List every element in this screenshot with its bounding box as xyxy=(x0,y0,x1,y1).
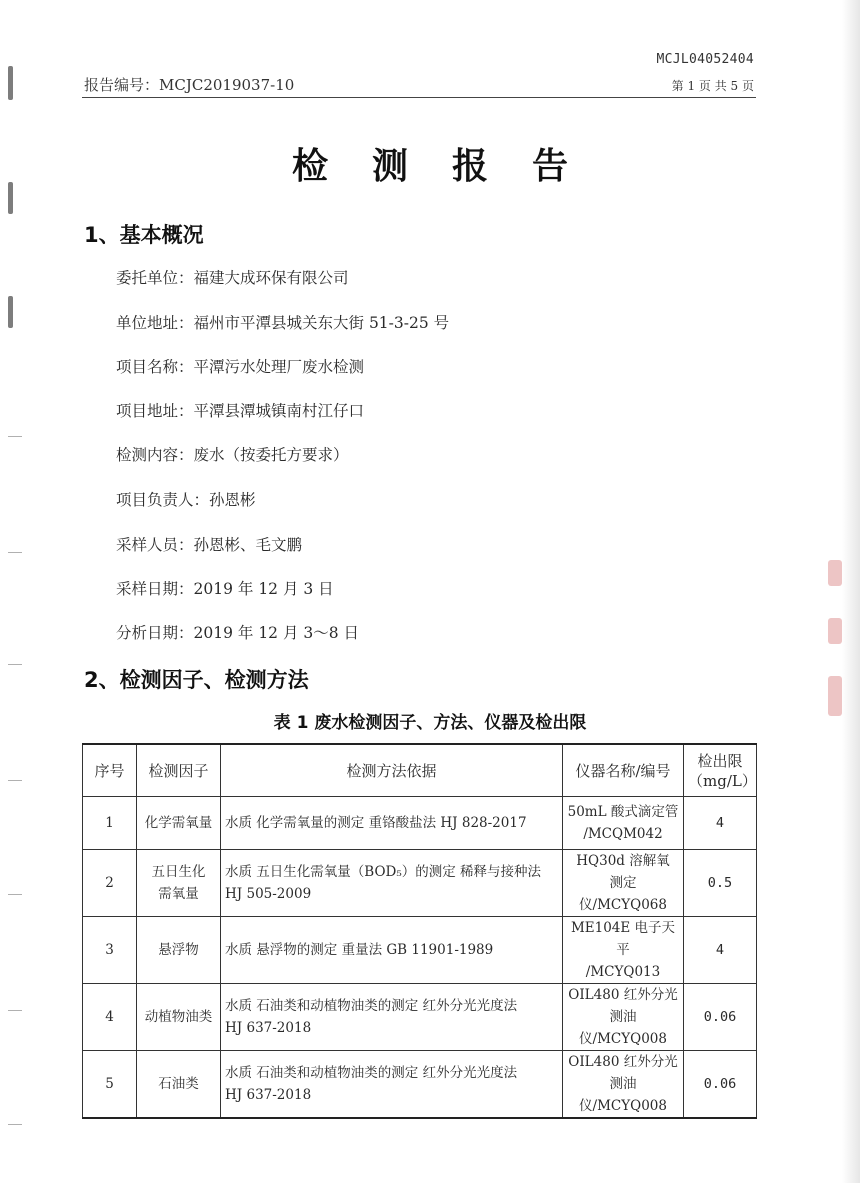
field-client-address xyxy=(116,311,449,333)
cell-instrument: HQ30d 溶解氧 测定仪/MCYQ068 xyxy=(563,850,684,917)
field-test-content xyxy=(116,443,349,465)
scan-tick xyxy=(8,664,22,665)
cell-method: 水质 石油类和动植物油类的测定 红外分光光度法 HJ 637-2018 xyxy=(221,1051,563,1119)
table-header-row xyxy=(83,744,757,797)
cell-limit: 0.06 xyxy=(684,1051,757,1119)
table-row xyxy=(83,1051,757,1119)
cell-no: 2 xyxy=(83,850,137,917)
field-client xyxy=(116,266,349,288)
field-value: 平潭污水处理厂废水检测 xyxy=(193,358,365,376)
scan-tick xyxy=(8,780,22,781)
document-title: 检测报告 xyxy=(291,146,612,187)
table-row xyxy=(83,984,757,1051)
table-row xyxy=(83,797,757,850)
cell-limit: 0.06 xyxy=(684,984,757,1051)
cell-limit: 4 xyxy=(684,797,757,850)
table-row xyxy=(83,850,757,917)
cell-instrument: ME104E 电子天平 /MCYQ013 xyxy=(563,917,684,984)
field-label: 委托单位： xyxy=(116,269,194,287)
seal-fragment xyxy=(828,618,842,644)
form-code: MCJL04052404 xyxy=(656,52,754,67)
cell-factor: 动植物油类 xyxy=(137,984,221,1051)
methods-table xyxy=(82,743,757,1119)
field-label: 项目名称： xyxy=(116,358,194,376)
page-indicator: 第 1 页 共 5 页 xyxy=(671,79,754,93)
cell-instrument: 50mL 酸式滴定管 /MCQM042 xyxy=(563,797,684,850)
scan-tick xyxy=(8,552,22,553)
field-value: 福建大成环保有限公司 xyxy=(193,269,349,287)
field-value: 孙恩彬、毛文鹏 xyxy=(193,536,303,554)
field-label: 分析日期： xyxy=(116,624,194,642)
cell-factor: 五日生化 需氧量 xyxy=(137,850,221,917)
cell-factor: 化学需氧量 xyxy=(137,797,221,850)
cell-method: 水质 悬浮物的测定 重量法 GB 11901-1989 xyxy=(221,917,563,984)
binding-mark xyxy=(8,296,13,328)
field-samplers xyxy=(116,533,302,555)
field-label: 项目地址： xyxy=(116,402,194,420)
scan-tick xyxy=(8,1010,22,1011)
cell-method: 水质 五日生化需氧量（BOD₅）的测定 稀释与接种法 HJ 505-2009 xyxy=(221,850,563,917)
cell-limit: 4 xyxy=(684,917,757,984)
field-value: 2019 年 12 月 3 日 xyxy=(193,580,334,598)
field-label: 检测内容： xyxy=(116,446,194,464)
field-label: 采样人员： xyxy=(116,536,194,554)
cell-instrument: OIL480 红外分光 测油仪/MCYQ008 xyxy=(563,1051,684,1119)
report-number: 报告编号：MCJC2019037-10 xyxy=(84,76,295,94)
cell-method: 水质 化学需氧量的测定 重铬酸盐法 HJ 828-2017 xyxy=(221,797,563,850)
seal-fragment xyxy=(828,560,842,586)
cell-no: 5 xyxy=(83,1051,137,1119)
table-caption: 表 1 废水检测因子、方法、仪器及检出限 xyxy=(273,713,587,733)
cell-method: 水质 石油类和动植物油类的测定 红外分光光度法 HJ 637-2018 xyxy=(221,984,563,1051)
scan-tick xyxy=(8,1124,22,1125)
field-project-address xyxy=(116,399,364,421)
cell-instrument: OIL480 红外分光 测油仪/MCYQ008 xyxy=(563,984,684,1051)
field-value: 2019 年 12 月 3～8 日 xyxy=(193,624,360,642)
field-label: 采样日期： xyxy=(116,580,194,598)
section-heading-basic-info: 1、基本概况 xyxy=(84,223,204,247)
cell-no: 3 xyxy=(83,917,137,984)
cell-no: 1 xyxy=(83,797,137,850)
column-header-factor: 检测因子 xyxy=(137,744,221,797)
cell-limit: 0.5 xyxy=(684,850,757,917)
field-analysis-date xyxy=(116,621,359,643)
column-header-instrument: 仪器名称/编号 xyxy=(563,744,684,797)
field-label: 项目负责人： xyxy=(116,491,210,509)
field-value: 孙恩彬 xyxy=(209,491,256,509)
table-row xyxy=(83,917,757,984)
column-header-method: 检测方法依据 xyxy=(221,744,563,797)
section-heading-methods: 2、检测因子、检测方法 xyxy=(84,668,309,692)
cell-no: 4 xyxy=(83,984,137,1051)
cell-factor: 悬浮物 xyxy=(137,917,221,984)
scan-tick xyxy=(8,894,22,895)
column-header-limit: 检出限 （mg/L） xyxy=(684,744,757,797)
cell-factor: 石油类 xyxy=(137,1051,221,1119)
binding-mark xyxy=(8,66,13,100)
column-header-no: 序号 xyxy=(83,744,137,797)
header-divider xyxy=(82,97,756,98)
field-project-name xyxy=(116,355,364,377)
field-value: 废水（按委托方要求） xyxy=(193,446,349,464)
field-value: 平潭县潭城镇南村江仔口 xyxy=(193,402,365,420)
field-value: 福州市平潭县城关东大街 51-3-25 号 xyxy=(193,314,450,332)
field-sampling-date xyxy=(116,577,334,599)
scan-tick xyxy=(8,436,22,437)
field-label: 单位地址： xyxy=(116,314,194,332)
field-project-lead xyxy=(116,488,256,510)
